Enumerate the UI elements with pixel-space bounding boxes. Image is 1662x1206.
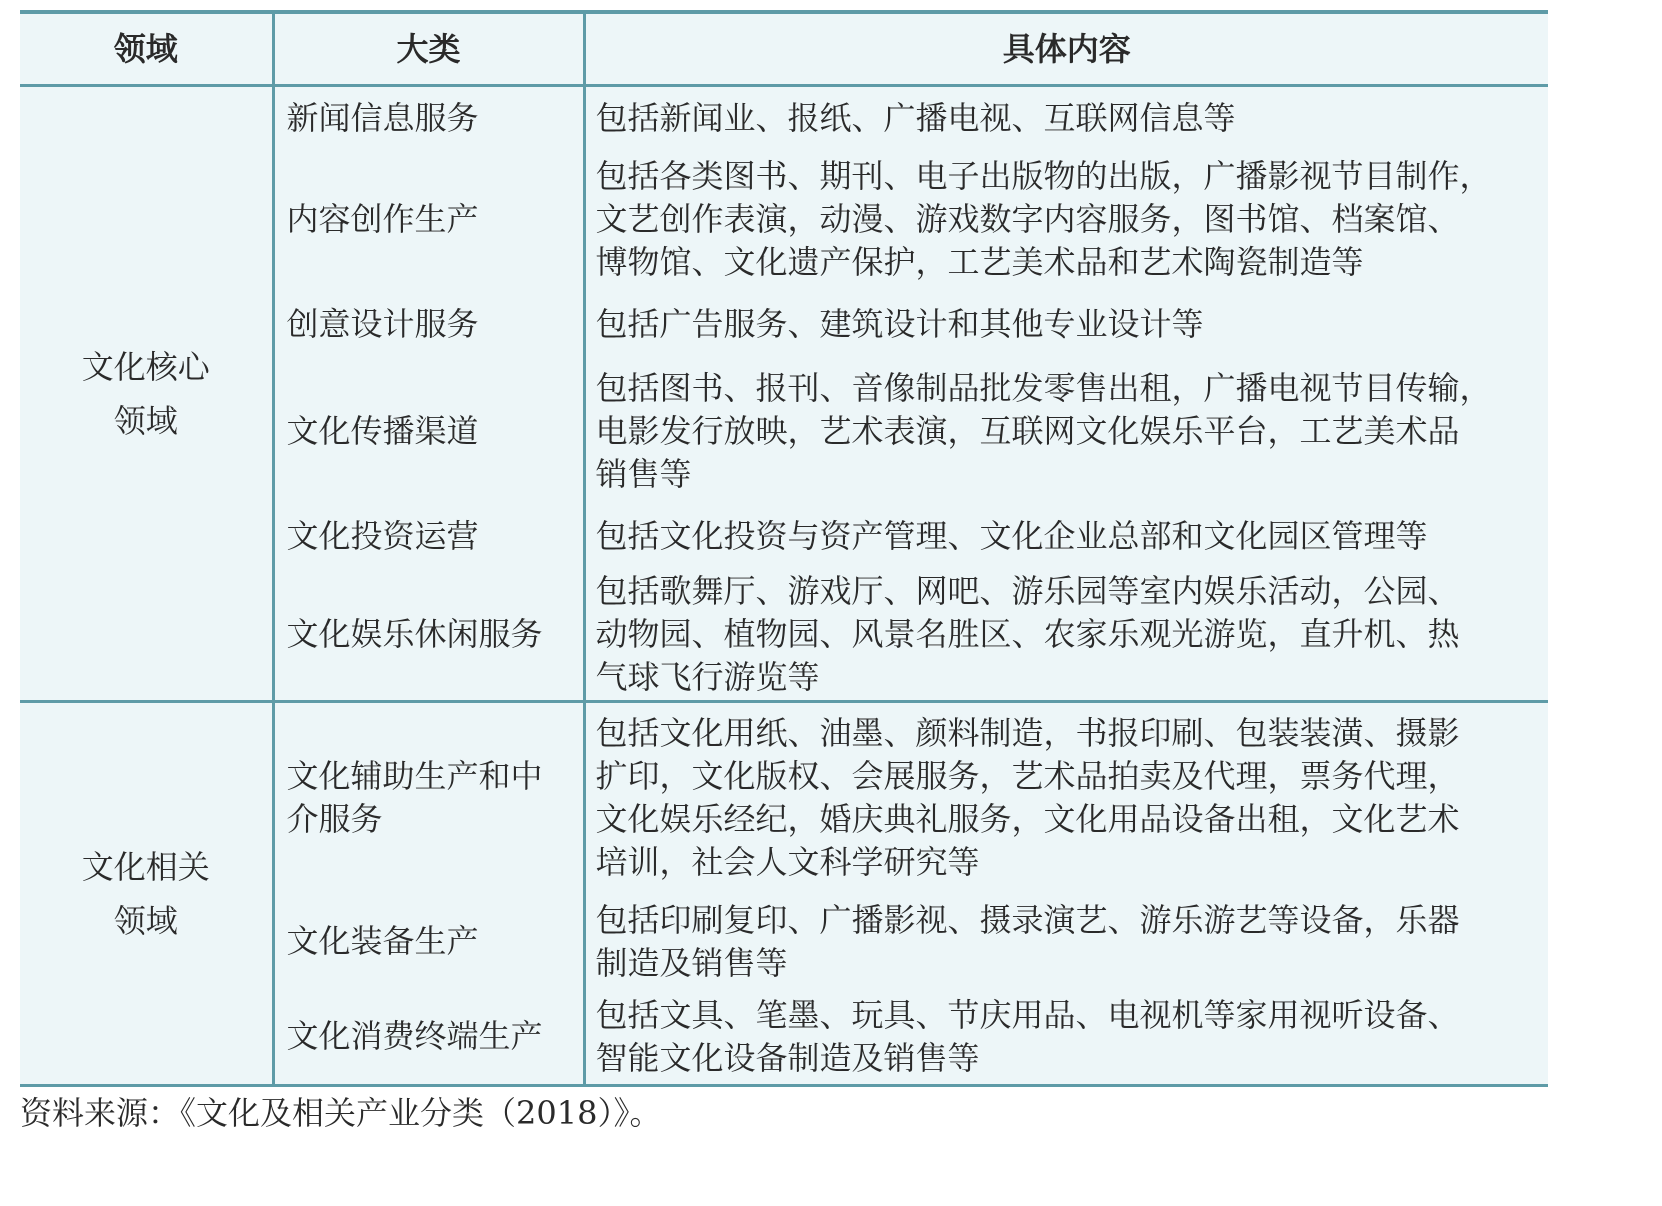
header-category: 大类 <box>273 12 584 86</box>
table-row <box>20 702 1548 894</box>
category-cell: 文化传播渠道 <box>273 360 584 504</box>
category-cell: 内容创作生产 <box>273 150 584 290</box>
content-cell: 包括文化用纸、油墨、颜料制造，书报印刷、包装装潢、摄影 扩印，文化版权、会展服务，艺术品拍卖及代理，票务代理， 文化娱乐经纪，婚庆典礼服务，文化用品设备出租，文化艺术 培训，社会人文科学研究等 <box>584 702 1548 894</box>
category-cell: 文化娱乐休闲服务 <box>273 570 584 702</box>
content-cell: 包括文具、笔墨、玩具、节庆用品、电视机等家用视听设备、 智能文化设备制造及销售等 <box>584 990 1548 1086</box>
content-cell: 包括广告服务、建筑设计和其他专业设计等 <box>595 305 1204 343</box>
content-cell: 包括图书、报刊、音像制品批发零售出租，广播电视节目传输， 电影发行放映，艺术表演，互联网文化娱乐平台，工艺美术品 销售等 <box>595 369 1492 493</box>
content-cell: 包括新闻业、报纸、广播电视、互联网信息等 <box>595 98 1236 137</box>
category-cell: 文化装备生产 <box>273 894 584 990</box>
content-cell: 包括各类图书、期刊、电子出版物的出版，广播影视节目制作， 文艺创作表演，动漫、游戏数字内容服务，图书馆、档案馆、 博物馆、文化遗产保护，工艺美术品和艺术陶瓷制造等 <box>595 157 1492 281</box>
category-cell: 文化辅助生产和中 介服务 <box>273 702 584 894</box>
category-cell: 新闻信息服务 <box>273 86 584 150</box>
category-cell: 文化投资运营 <box>273 504 584 570</box>
table-body <box>20 86 1548 1086</box>
category-cell: 创意设计服务 <box>273 290 584 360</box>
source-note: 资料来源：《文化及相关产业分类（2018）》。 <box>20 1094 662 1132</box>
header-row <box>20 12 1548 86</box>
table-row <box>20 86 1548 150</box>
header-domain: 领域 <box>20 12 273 86</box>
header-content: 具体内容 <box>584 12 1548 86</box>
domain-cell: 文化相关 领域 <box>20 702 273 1086</box>
content-cell: 包括印刷复印、广播影视、摄录演艺、游乐游艺等设备，乐器 制造及销售等 <box>595 900 1460 982</box>
content-cell: 包括歌舞厅、游戏厅、网吧、游乐园等室内娱乐活动，公园、 动物园、植物园、风景名胜区、农家乐观光游览，直升机、热 气球飞行游览等 <box>595 572 1460 697</box>
classification-table <box>20 10 1548 1087</box>
domain-cell: 文化核心 领域 <box>20 86 273 702</box>
content-cell: 包括文化投资与资产管理、文化企业总部和文化园区管理等 <box>595 517 1428 555</box>
category-cell: 文化消费终端生产 <box>273 990 584 1086</box>
